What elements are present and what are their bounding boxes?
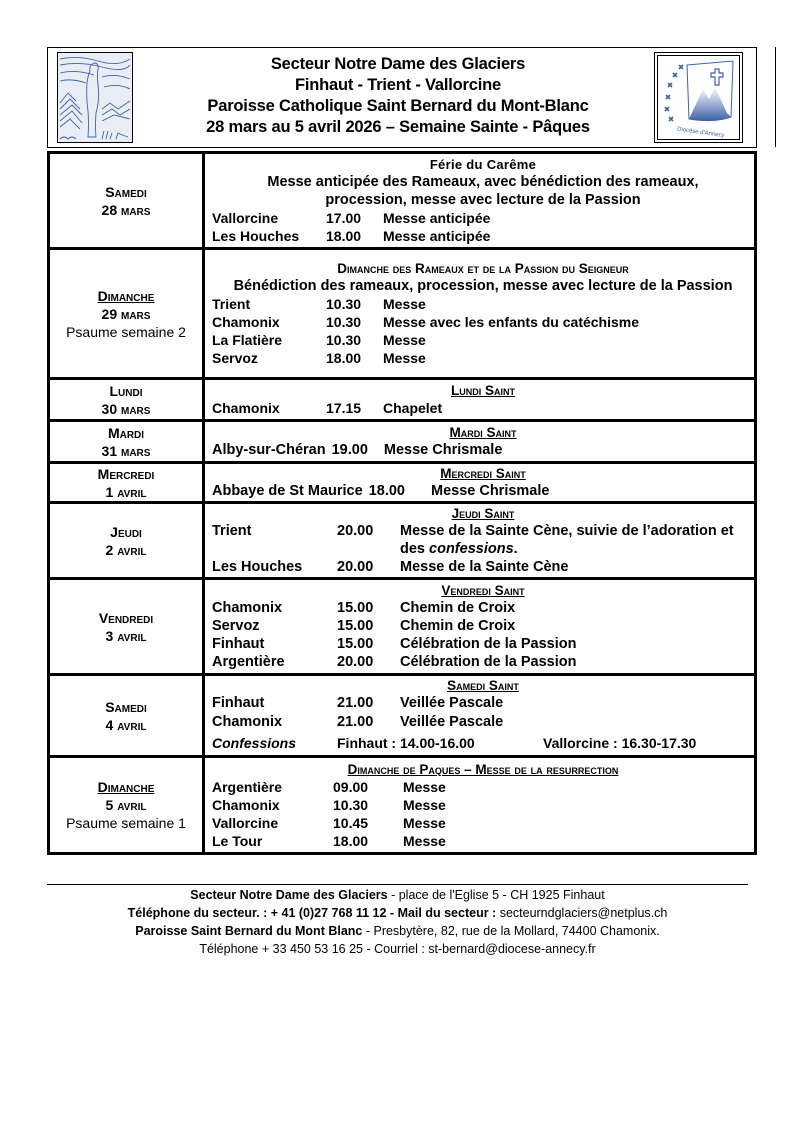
figure-mountains-icon <box>58 53 132 142</box>
event-place: Servoz <box>212 618 260 634</box>
event-time: 10.30 <box>326 296 362 312</box>
event-description: Messe <box>403 832 446 849</box>
day-name: Mardi <box>107 424 145 441</box>
day-date: 31 mars <box>101 442 151 459</box>
event-description: Chemin de Croix <box>400 618 516 634</box>
footer-parish-address <box>47 922 748 940</box>
parish-name: Paroisse Catholique Saint Bernard du Mont-Blanc <box>207 97 589 115</box>
event-time: 17.15 <box>326 400 362 416</box>
day-cell <box>49 153 204 249</box>
feast-title: Vendredi Saint <box>441 583 525 598</box>
schedule-row <box>49 153 756 249</box>
day-name: Vendredi <box>98 609 154 626</box>
event-description: Messe <box>403 778 446 795</box>
event-description: Messe <box>403 814 446 831</box>
event-time: 10.30 <box>333 796 369 813</box>
confessions-row <box>212 732 754 754</box>
day-date: 3 avril <box>105 627 147 644</box>
day-date: 29 mars <box>101 305 151 322</box>
event-time: 10.30 <box>326 314 362 330</box>
event-place: Finhaut <box>212 695 265 711</box>
footer-sector-contact <box>47 904 748 922</box>
feast-title: Lundi Saint <box>451 383 515 398</box>
event-description: Messe de la Sainte Cène <box>400 559 569 575</box>
event-place: La Flatière <box>212 332 283 348</box>
day-date: 5 avril <box>105 797 147 813</box>
header-title <box>148 54 648 138</box>
event-time: 15.00 <box>337 600 374 616</box>
margin-rule <box>775 47 776 147</box>
sector-logo-icon <box>57 52 133 143</box>
events-cell <box>204 421 756 463</box>
event-entry <box>212 313 754 331</box>
day-cell <box>49 379 204 421</box>
event-entry <box>212 599 754 617</box>
day-cell <box>49 579 204 675</box>
schedule-row <box>49 675 756 757</box>
event-description: Messe anticipée <box>383 228 491 244</box>
event-place: Trient <box>212 523 252 539</box>
event-description <box>400 522 754 558</box>
schedule-row <box>49 463 756 503</box>
footer-parish-name: Paroisse Saint Bernard du Mont Blanc <box>135 924 363 938</box>
day-date: 30 mars <box>101 400 151 417</box>
event-entry <box>212 227 754 245</box>
event-place: Abbaye de St Maurice <box>212 483 363 499</box>
schedule-row <box>49 249 756 379</box>
day-date: 28 mars <box>101 201 151 218</box>
event-time: 19.00 <box>331 442 368 458</box>
event-entry <box>212 349 754 367</box>
schedule-row <box>49 579 756 675</box>
event-description: Messe anticipée <box>383 210 491 226</box>
event-time: 18.00 <box>326 350 362 366</box>
day-cell <box>49 249 204 379</box>
event-description: Messe <box>383 350 426 366</box>
day-date: 4 avril <box>105 716 147 733</box>
footer-sector-street: - place de l'Eglise 5 - CH 1925 Finhaut <box>387 888 605 902</box>
event-place: Alby-sur-Chéran <box>212 442 326 458</box>
event-time: 09.00 <box>333 778 369 795</box>
events-cell <box>204 503 756 579</box>
schedule-row <box>49 757 756 854</box>
event-description: Célébration de la Passion <box>400 654 577 670</box>
event-place: Chamonix <box>212 400 280 416</box>
feast-title: Mercredi Saint <box>440 466 526 481</box>
event-time: 10.30 <box>326 332 362 348</box>
psalm-week: Psaume semaine 2 <box>66 323 186 340</box>
event-place: Chamonix <box>212 796 280 813</box>
feast-title: Dimanche des Rameaux et de la Passion du Seigneur <box>337 261 629 276</box>
event-entry <box>212 522 754 558</box>
feast-title: Samedi Saint <box>447 678 519 693</box>
event-time: 20.00 <box>337 559 374 575</box>
event-description-end: . <box>513 541 518 557</box>
event-place: Les Houches <box>212 228 300 244</box>
event-entry <box>212 441 754 459</box>
event-place: Vallorcine <box>212 814 279 831</box>
feast-title: Férie du Carême <box>429 157 537 172</box>
feast-title: Mardi Saint <box>449 425 517 440</box>
event-place: Chamonix <box>212 314 280 330</box>
event-description: Messe <box>403 796 446 813</box>
event-place: Argentière <box>212 654 285 670</box>
event-time: 15.00 <box>337 618 374 634</box>
event-time: 18.00 <box>326 228 362 244</box>
event-entry <box>212 482 754 500</box>
event-entry <box>212 832 754 850</box>
event-time: 21.00 <box>337 695 374 711</box>
footer-contacts <box>47 886 748 958</box>
feast-subtitle: Messe anticipée des Rameaux, avec bénédiction des rameaux, procession, messe avec lecture de la Passion <box>267 174 699 208</box>
footer-sector-email[interactable]: secteurndglaciers@netplus.ch <box>496 906 668 920</box>
day-cell <box>49 757 204 854</box>
event-entry <box>212 295 754 313</box>
event-entry <box>212 653 754 671</box>
event-description: Messe <box>383 332 426 348</box>
event-entry <box>212 796 754 814</box>
day-cell <box>49 421 204 463</box>
date-range: 28 mars au 5 avril 2026 – Semaine Sainte - Pâques <box>206 118 590 136</box>
event-time: 17.00 <box>326 210 362 226</box>
day-date: 1 avril <box>105 483 147 500</box>
header-box <box>47 47 757 148</box>
events-cell <box>204 579 756 675</box>
footer-divider <box>47 884 748 885</box>
event-place: Trient <box>212 296 251 312</box>
feast-subtitle: Bénédiction des rameaux, procession, messe avec lecture de la Passion <box>233 278 733 294</box>
event-entry <box>212 635 754 653</box>
events-cell <box>204 675 756 757</box>
event-entry <box>212 617 754 635</box>
events-cell <box>204 249 756 379</box>
day-name: Lundi <box>109 382 143 399</box>
events-cell <box>204 463 756 503</box>
confessions-label: Confessions <box>212 735 297 751</box>
confessions-finhaut: Finhaut : 14.00-16.00 <box>337 735 475 751</box>
event-place: Les Houches <box>212 559 303 575</box>
footer-parish-street: - Presbytère, 82, rue de la Mollard, 74400 Chamonix. <box>362 924 660 938</box>
day-cell <box>49 463 204 503</box>
event-description: Messe avec les enfants du catéchisme <box>383 314 640 330</box>
events-cell <box>204 757 756 854</box>
event-place: Finhaut <box>212 636 265 652</box>
schedule-table <box>47 151 757 855</box>
event-place: Le Tour <box>212 832 263 849</box>
event-place: Chamonix <box>212 714 283 730</box>
diocese-logo <box>654 52 743 143</box>
event-entry <box>212 209 754 227</box>
event-entry <box>212 778 754 796</box>
sector-name: Secteur Notre Dame des Glaciers <box>270 55 526 73</box>
event-description: Messe Chrismale <box>430 483 550 499</box>
confessions-vallorcine: Vallorcine : 16.30-17.30 <box>543 735 697 751</box>
event-time: 21.00 <box>337 714 374 730</box>
event-description: Chemin de Croix <box>400 600 516 616</box>
villages: Finhaut - Trient - Vallorcine <box>295 76 501 94</box>
event-entry <box>212 694 754 713</box>
feast-title: Jeudi Saint <box>451 506 515 521</box>
event-description-text: Messe de la Sainte Cène, suivie de l’adoration et des <box>400 523 734 557</box>
day-cell <box>49 675 204 757</box>
event-place: Argentière <box>212 778 283 795</box>
feast-title: Dimanche de Paques – Messe de la resurrection <box>347 761 619 777</box>
schedule-row <box>49 379 756 421</box>
footer-sector-address <box>47 886 748 904</box>
event-description: Messe <box>383 296 426 312</box>
event-entry <box>212 331 754 349</box>
event-entry <box>212 814 754 832</box>
day-cell <box>49 503 204 579</box>
diocese-logo-text: Diocèse d'Annecy <box>676 126 725 140</box>
event-time: 18.00 <box>333 832 369 849</box>
event-entry <box>212 713 754 732</box>
footer-parish-contact: Téléphone + 33 450 53 16 25 - Courriel : st-bernard@diocese-annecy.fr <box>199 942 596 956</box>
day-date: 2 avril <box>105 541 147 558</box>
footer-sector-name: Secteur Notre Dame des Glaciers <box>190 888 388 902</box>
event-description: Messe Chrismale <box>383 442 503 458</box>
event-time: 20.00 <box>337 523 374 539</box>
events-cell <box>204 153 756 249</box>
day-name: Samedi <box>105 698 147 715</box>
event-entry <box>212 558 754 576</box>
event-description: Chapelet <box>383 400 443 416</box>
day-name: Jeudi <box>110 523 142 540</box>
footer-sector-phone: Téléphone du secteur. : + 41 (0)27 768 11 12 - Mail du secteur : <box>127 906 497 920</box>
event-place: Servoz <box>212 350 258 366</box>
day-name: Mercredi <box>97 465 155 482</box>
events-cell <box>204 379 756 421</box>
event-entry <box>212 399 754 417</box>
event-time: 10.45 <box>333 814 369 831</box>
event-description: Veillée Pascale <box>400 695 504 711</box>
event-place: Chamonix <box>212 600 283 616</box>
mountain-cross-icon <box>655 53 742 142</box>
event-time: 18.00 <box>368 483 405 499</box>
day-name: Dimanche <box>97 287 155 304</box>
day-name: Samedi <box>105 183 147 200</box>
day-name: Dimanche <box>97 779 155 795</box>
schedule-row <box>49 503 756 579</box>
event-time: 15.00 <box>337 636 374 652</box>
schedule-row <box>49 421 756 463</box>
event-time: 20.00 <box>337 654 374 670</box>
event-description-italic: confessions <box>429 541 514 557</box>
event-description: Veillée Pascale <box>400 714 504 730</box>
event-place: Vallorcine <box>212 210 279 226</box>
event-description: Célébration de la Passion <box>400 636 577 652</box>
psalm-week: Psaume semaine 1 <box>66 815 186 831</box>
